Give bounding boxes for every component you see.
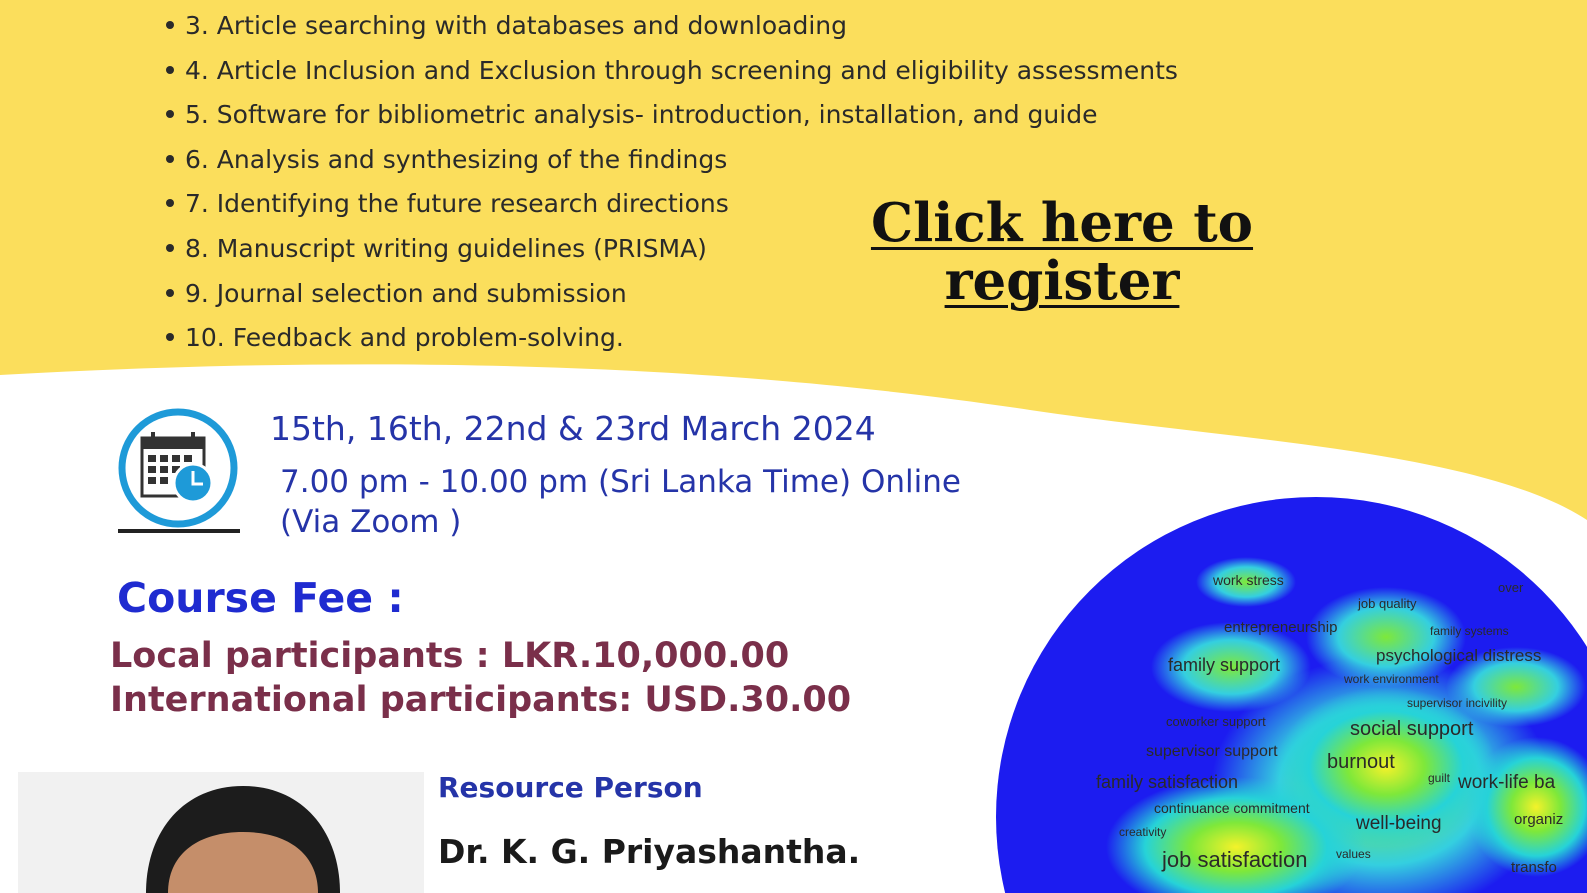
heatmap-term: coworker support [1166, 714, 1266, 729]
register-link-line1[interactable]: Click here to [870, 192, 1254, 254]
heatmap-term: transfo [1511, 859, 1557, 876]
heatmap-term: guilt [1428, 771, 1451, 785]
outline-item: 6. Analysis and synthesizing of the findings [162, 140, 1178, 185]
register-link-line2[interactable]: register [944, 250, 1180, 312]
heatmap-term: entrepreneurship [1224, 619, 1338, 636]
heatmap-term: job satisfaction [1162, 847, 1308, 872]
heatmap-term: supervisor support [1146, 743, 1278, 760]
heatmap-term: job quality [1358, 596, 1417, 611]
course-time [280, 462, 961, 542]
outline-item: 8. Manuscript writing guidelines (PRISMA) [162, 229, 1178, 274]
calendar-clock-icon [115, 408, 245, 540]
outline-item: 7. Identifying the future research directions [162, 184, 1178, 229]
outline-item: 4. Article Inclusion and Exclusion through screening and eligibility assessments [162, 51, 1178, 96]
outline-item: 10. Feedback and problem-solving. [162, 318, 1178, 363]
heatmap-term: work stress [1213, 572, 1284, 588]
international-fee: International participants: USD.30.00 [110, 680, 852, 720]
heatmap-term: family support [1168, 655, 1281, 675]
keyword-density-map [996, 497, 1587, 893]
heatmap-term: over [1498, 580, 1524, 595]
course-time-line1: 7.00 pm - 10.00 pm (Sri Lanka Time) Online [280, 464, 961, 500]
course-fee-title: Course Fee : [117, 574, 404, 622]
heatmap-term: burnout [1327, 751, 1395, 773]
heatmap-term: organiz [1514, 811, 1564, 828]
heatmap-term: continuance commitment [1154, 800, 1310, 816]
heatmap-term: family systems [1430, 624, 1509, 638]
heatmap-term: well-being [1356, 813, 1442, 834]
course-time-line2: (Via Zoom ) [280, 504, 462, 540]
register-link[interactable] [870, 194, 1254, 310]
heatmap-term: work environment [1344, 672, 1439, 686]
heatmap-term: supervisor incivility [1407, 696, 1508, 710]
outline-item: 9. Journal selection and submission [162, 274, 1178, 319]
resource-person-photo [18, 772, 424, 893]
heatmap-term: family satisfaction [1096, 772, 1239, 792]
course-dates: 15th, 16th, 22nd & 23rd March 2024 [270, 409, 876, 448]
outline-item: 3. Article searching with databases and downloading [162, 6, 1178, 51]
heatmap-term: work-life ba [1458, 772, 1556, 793]
heatmap-term: psychological distress [1376, 646, 1542, 665]
local-fee: Local participants : LKR.10,000.00 [110, 636, 790, 676]
outline-item: 5. Software for bibliometric analysis- introduction, installation, and guide [162, 95, 1178, 140]
resource-person-label: Resource Person [438, 771, 703, 804]
resource-person-name: Dr. K. G. Priyashantha. [438, 832, 861, 871]
heatmap-term: creativity [1119, 825, 1167, 839]
heatmap-term: social support [1350, 718, 1474, 740]
heatmap-term: values [1336, 847, 1371, 861]
